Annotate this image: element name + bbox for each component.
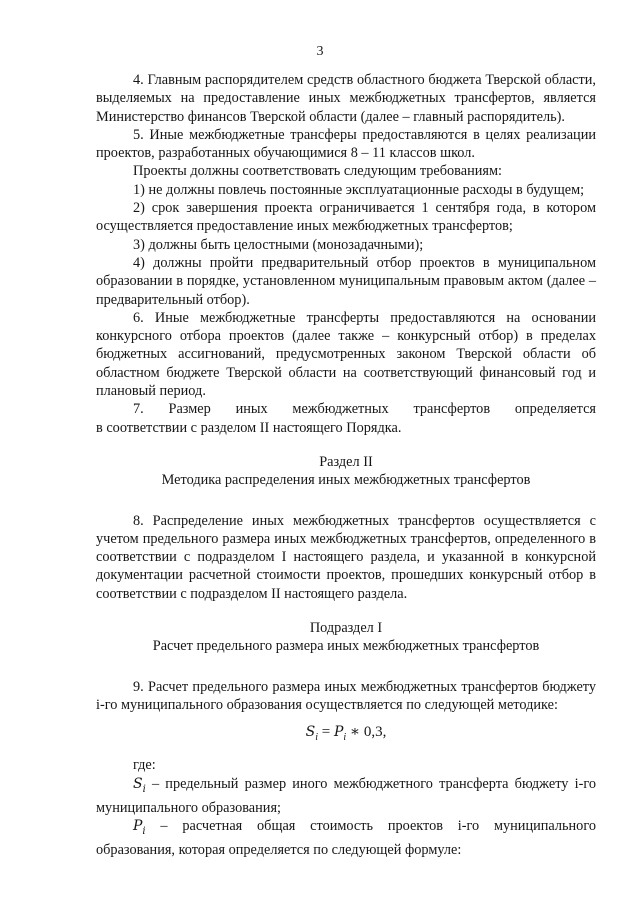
paragraph-7-line-1: 7. Размер иных межбюджетных трансфертов определяется	[133, 401, 596, 418]
subsection-subtitle: Расчет предельного размера иных межбюджетных трансфертов	[152, 638, 540, 655]
definition-p-symbol	[133, 817, 146, 837]
where-label: где:	[133, 757, 156, 774]
definition-p-variable: P	[133, 817, 143, 834]
formula-rhs-variable: P	[333, 724, 344, 741]
page-number: 3	[316, 44, 324, 59]
requirement-2: 2) срок завершения проекта ограничивается 1 сентября года, в котором осуществляется предоставление иных межбюджетных трансфертов;	[96, 200, 596, 235]
paragraph-7-line-2: в соответствии с разделом II настоящего Порядка.	[96, 419, 402, 436]
document-body	[96, 71, 596, 859]
subsection-title: Подраздел I	[309, 620, 383, 637]
definition-s-variable: S	[133, 775, 143, 792]
formula-rest: ∗ 0,3,	[349, 724, 387, 741]
formula-lhs-variable: S	[305, 724, 316, 741]
definition-s-symbol	[133, 775, 146, 795]
paragraph-9: 9. Расчет предельного размера иных межбюджетных трансфертов бюджету i-го муниципального образования осуществляется по следующей методике:	[96, 678, 596, 713]
section-title: Раздел II	[319, 453, 373, 470]
paragraph-6: 6. Иные межбюджетные трансферты предоставляются на основании конкурсного отбора проектов (далее также – конкурсный отбор) в пределах бюджетных ассигнований, предусмотренных законом Тверской области об областном бюджете Тверской области на соответствующий финансовый год и плановый период.	[96, 309, 596, 400]
formula	[96, 722, 596, 748]
requirement-4: 4) должны пройти предварительный отбор проектов в муниципальном образовании в порядке, установленном муниципальным правовым актом (далее – предварительный отбор).	[96, 254, 596, 308]
definition-p	[96, 817, 596, 859]
definition-p-text: – расчетная общая стоимость проектов i-го муниципального образования, которая определяется по следующей формуле:	[96, 817, 596, 858]
definition-s	[96, 775, 596, 817]
formula-equals: =	[321, 724, 331, 741]
definition-s-text: – предельный размер иного межбюджетного трансферта бюджету i-го муниципального образования;	[96, 775, 596, 816]
section-subtitle: Методика распределения иных межбюджетных трансфертов	[161, 472, 531, 489]
definition-s-subscript: i	[142, 783, 146, 795]
paragraph-8: 8. Распределение иных межбюджетных трансфертов осуществляется с учетом предельного размера иных межбюджетных трансфертов, определенного в соответствии с подразделом I настоящего раздела, и указанной в конкурсной документации расчетной стоимости проектов, прошедших конкурсный отбор в соответствии с подразделом II настоящего раздела.	[96, 512, 596, 602]
formula-lhs-subscript: i	[315, 732, 318, 744]
paragraph-5: 5. Иные межбюджетные трансферы предоставляются в целях реализации проектов, разработанных обучающимися 8 – 11 классов школ.	[96, 126, 596, 162]
requirement-3: 3) должны быть целостными (монозадачными);	[133, 236, 424, 253]
paragraph-4: 4. Главным распорядителем средств областного бюджета Тверской области, выделяемых на предоставление иных межбюджетных трансфертов, является Министерство финансов Тверской области (далее – главный распорядитель).	[96, 72, 596, 125]
formula-rhs-subscript: i	[343, 732, 347, 744]
requirements-intro: Проекты должны соответствовать следующим требованиям:	[133, 163, 502, 180]
requirement-1: 1) не должны повлечь постоянные эксплуатационные расходы в будущем;	[133, 181, 585, 198]
definition-p-subscript: i	[142, 825, 146, 837]
